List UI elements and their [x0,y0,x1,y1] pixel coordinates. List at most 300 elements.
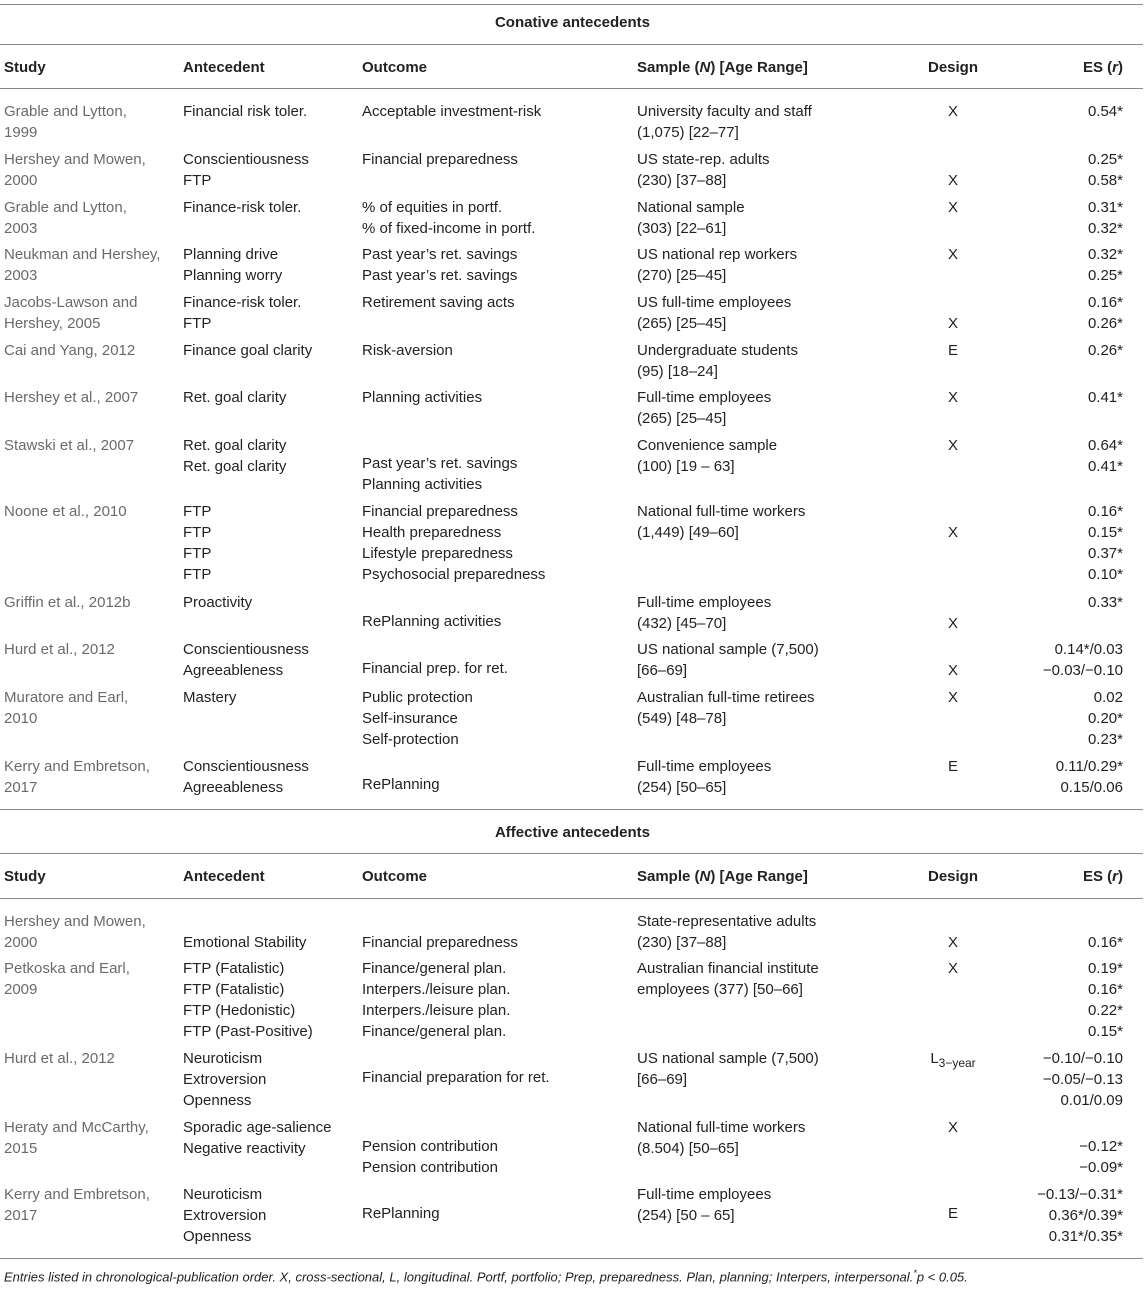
antecedent-line: Conscientiousness [183,151,309,168]
design-line: E [947,1205,958,1222]
antecedent-line: FTP [183,315,212,332]
cell-es [1088,435,1123,477]
sample-line: Full-time employees [637,758,772,775]
es-line: 0.54* [1087,103,1123,120]
antecedent-line: Openness [183,1092,252,1109]
cell-design [900,958,1006,979]
cell-design [900,292,1006,334]
es-line: −0.10/−0.10 [1042,1050,1123,1067]
study-line: 2017 [4,779,38,796]
study-line: Stawski et al., 2007 [4,437,135,454]
cell-study [4,387,138,408]
header-study: Study [4,868,46,885]
cell-design [900,101,1006,122]
design-line: X [947,689,958,706]
antecedent-line: FTP (Fatalistic) [183,981,285,998]
study-line: 2009 [4,981,38,998]
study-line: 2010 [4,710,38,727]
sample-line: (265) [25–45] [637,315,727,332]
cell-sample [637,1184,771,1226]
cell-es [1088,101,1123,122]
cell-outcome [362,101,541,122]
outcome-line: Interpers./leisure plan. [362,1002,511,1019]
outcome-line: Interpers./leisure plan. [362,981,511,998]
cell-design [900,687,1006,708]
es-line: 0.33* [1087,594,1123,611]
design-line [900,592,1006,613]
outcome-line: RePlanning activities [362,613,502,630]
cell-antecedent [183,435,286,477]
cell-es [1037,1184,1123,1247]
cell-es [1088,244,1123,286]
cell-antecedent [183,1184,266,1247]
sample-line: State-representative adults [637,913,817,930]
cell-es [1088,911,1123,953]
header-outcome: Outcome [362,59,428,76]
sample-line: (1,075) [22–77] [637,124,739,141]
header-rule [0,88,1143,89]
sample-line: US national sample (7,500) [637,1050,819,1067]
sample-line: Full-time employees [637,1186,772,1203]
es-line: 0.37* [1087,545,1123,562]
es-line: 0.16* [1087,934,1123,951]
sample-line: US national sample (7,500) [637,641,819,658]
study-line: 2003 [4,267,38,284]
cell-study [4,1184,150,1226]
design-line: X [947,389,958,406]
es-line: 0.16* [1087,503,1123,520]
study-line: Jacobs-Lawson and [4,294,138,311]
footnote-significance: p < 0.05. [916,1269,968,1285]
es-line: 0.10* [1087,566,1123,583]
antecedent-line: Finance-risk toler. [183,199,302,216]
design-line: X [947,524,958,541]
bottom-rule [0,1258,1143,1259]
antecedent-line: Financial risk toler. [183,103,308,120]
antecedent-line: FTP [183,503,212,520]
outcome-line: Pension contribution [362,1138,498,1155]
sample-line: Undergraduate students [637,342,798,359]
cell-sample [637,592,771,634]
design-line: X [947,662,958,679]
antecedent-line: Emotional Stability [183,934,307,951]
cell-antecedent [183,197,301,218]
header-design: Design [927,868,978,885]
cell-sample [637,687,815,729]
cell-es [1088,687,1123,750]
outcome-line: Financial preparation for ret. [362,1069,550,1086]
study-line: Griffin et al., 2012b [4,594,131,611]
outcome-line: Past year’s ret. savings [362,267,518,284]
cell-sample [637,1117,805,1159]
es-line: −0.03/−0.10 [1042,662,1123,679]
cell-antecedent [183,387,286,408]
study-line: Hurd et al., 2012 [4,1050,115,1067]
cell-antecedent [183,244,282,286]
outcome-line: Financial preparedness [362,503,518,520]
antecedent-line: FTP [183,172,212,189]
outcome-line: RePlanning [362,1205,440,1222]
antecedent-line: Openness [183,1228,252,1245]
antecedent-line: Conscientiousness [183,758,309,775]
cell-study [4,292,137,334]
cell-sample [637,149,770,191]
outcome-line: Psychosocial preparedness [362,566,546,583]
cell-es [1088,197,1123,239]
cell-design [900,911,1006,953]
cell-antecedent [183,292,301,334]
cell-design [900,387,1006,408]
sample-line: (265) [25–45] [637,410,727,427]
es-line: 0.64* [1087,437,1123,454]
antecedent-line [183,911,306,932]
header-design: Design [927,59,978,76]
sample-line: Australian full-time retirees [637,689,815,706]
outcome-line: Risk-aversion [362,342,453,359]
es-line: 0.26* [1087,315,1123,332]
cell-antecedent [183,1048,266,1111]
cell-design [900,435,1006,456]
antecedent-line: Sporadic age-salience [183,1119,332,1136]
outcome-line: Past year’s ret. savings [362,246,518,263]
section-end-rule [0,809,1143,810]
design-line: X [947,437,958,454]
outcome-line: Acceptable investment-risk [362,103,542,120]
sample-line: (254) [50–65] [637,779,727,796]
study-line: 2017 [4,1207,38,1224]
sample-line: (549) [48–78] [637,710,727,727]
outcome-line: Health preparedness [362,524,502,541]
cell-study [4,435,134,456]
es-line: 0.58* [1087,172,1123,189]
cell-outcome [362,687,473,750]
es-line: 0.15* [1087,524,1123,541]
outcome-line: Retirement saving acts [362,294,515,311]
sample-line: US state-rep. adults [637,151,770,168]
study-line: Hershey and Mowen, [4,913,146,930]
antecedent-line: FTP (Fatalistic) [183,960,285,977]
cell-study [4,911,146,953]
cell-sample [637,292,791,334]
es-line: −0.13/−0.31* [1037,1186,1123,1203]
study-line: Hershey et al., 2007 [4,389,139,406]
cell-study [4,592,130,613]
sample-line: (303) [22–61] [637,220,727,237]
sample-line: (270) [25–45] [637,267,727,284]
es-line: 0.16* [1087,294,1123,311]
sample-line: Australian financial institute [637,960,819,977]
sample-line: employees (377) [50–66] [637,981,803,998]
header-sample: Sample (N) [Age Range] [637,868,808,885]
cell-antecedent [183,101,307,122]
header-antecedent: Antecedent [183,868,265,885]
antecedent-line: Neuroticism [183,1050,263,1067]
cell-study [4,756,150,798]
study-line: 2015 [4,1140,38,1157]
cell-study [4,687,128,729]
es-line: 0.31*/0.35* [1048,1228,1123,1245]
sample-line: (432) [45–70] [637,615,727,632]
antecedent-line: Extroversion [183,1071,267,1088]
study-line: 2003 [4,220,38,237]
antecedent-line: Negative reactivity [183,1140,306,1157]
study-line: Grable and Lytton, [4,103,127,120]
cell-antecedent [183,149,309,191]
header-rule [0,898,1143,899]
design-line: X [947,615,958,632]
sample-line: (230) [37–88] [637,934,727,951]
cell-es [1088,387,1123,408]
outcome-line: Finance/general plan. [362,1023,507,1040]
antecedent-line: FTP [183,545,212,562]
design-line [900,911,1006,932]
antecedent-line: Ret. goal clarity [183,437,287,454]
cell-sample [637,501,805,543]
cell-sample [637,387,771,429]
sample-line: (230) [37–88] [637,172,727,189]
sample-line: University faculty and staff [637,103,812,120]
top-rule [0,4,1143,5]
cell-es [1043,1048,1123,1111]
cell-antecedent [183,501,211,585]
cell-outcome [362,340,453,361]
cell-outcome [362,292,515,313]
es-line: 0.32* [1087,220,1123,237]
cell-sample [637,639,819,681]
outcome-line: Finance/general plan. [362,960,507,977]
cell-study [4,101,127,143]
sample-line: Full-time employees [637,594,772,611]
outcome-line: Financial preparedness [362,151,518,168]
outcome-line: Financial prep. for ret. [362,660,508,677]
cell-outcome [362,197,535,239]
cell-outcome [362,501,545,585]
es-line: 0.25* [1087,151,1123,168]
es-line: 0.23* [1087,731,1123,748]
design-line [900,639,1006,660]
cell-antecedent [183,639,309,681]
sample-line: National full-time workers [637,503,806,520]
cell-sample [637,1048,819,1090]
es-line: 0.11/0.29* [1055,758,1123,775]
study-line: Hershey, 2005 [4,315,101,332]
antecedent-line: Ret. goal clarity [183,389,287,406]
study-line: Hurd et al., 2012 [4,641,115,658]
sample-line: (254) [50 – 65] [637,1207,735,1224]
cell-sample [637,958,819,1000]
es-line [1088,911,1123,932]
antecedent-line: FTP [183,566,212,583]
cell-sample [637,911,816,953]
es-line: 0.14*/0.03 [1054,641,1123,658]
es-line: 0.25* [1087,267,1123,284]
cell-antecedent [183,340,312,361]
sample-line: [66–69] [637,662,688,679]
outcome-line: % of fixed-income in portf. [362,220,536,237]
cell-design [900,501,1006,543]
cell-sample [637,101,812,143]
design-line [900,292,1006,313]
antecedent-line: Finance goal clarity [183,342,313,359]
cell-study [4,340,135,361]
cell-outcome [362,149,518,170]
section-title-affective: Affective antecedents [494,824,651,841]
design-line: X [947,172,958,189]
cell-es [1088,592,1123,613]
cell-study [4,958,130,1000]
sample-line: (8.504) [50–65] [637,1140,739,1157]
study-line: Neukman and Hershey, [4,246,161,263]
cell-antecedent [183,911,306,953]
cell-outcome [362,244,517,286]
es-line: 0.31* [1087,199,1123,216]
cell-es [1088,958,1123,1042]
design-line: X [947,934,958,951]
es-line: 0.41* [1087,389,1123,406]
cell-design [900,639,1006,681]
cell-study [4,639,115,660]
design-line: $L_{3-year}$ [930,1050,976,1070]
sample-line: (1,449) [49–60] [637,524,739,541]
es-line: 0.22* [1087,1002,1123,1019]
study-line: Muratore and Earl, [4,689,129,706]
cell-sample [637,435,777,477]
es-line: 0.01/0.09 [1060,1092,1123,1109]
antecedent-line: Extroversion [183,1207,267,1224]
es-line: −0.05/−0.13 [1042,1071,1123,1088]
cell-study [4,197,127,239]
sample-line: (95) [18–24] [637,363,718,380]
cell-es [1088,340,1123,361]
cell-design [900,244,1006,265]
cell-sample [637,244,797,286]
sample-line: Full-time employees [637,389,772,406]
antecedent-line: Planning drive [183,246,279,263]
es-line: 0.20* [1087,710,1123,727]
cell-design [900,149,1006,191]
cell-antecedent [183,958,313,1042]
cell-es [1088,501,1123,585]
cell-antecedent [183,687,236,708]
header-sample: Sample (N) [Age Range] [637,59,808,76]
section-rule [0,853,1143,854]
es-line: 0.32* [1087,246,1123,263]
antecedent-line: Conscientiousness [183,641,309,658]
study-line: Petkoska and Earl, [4,960,130,977]
cell-antecedent [183,1117,331,1159]
es-line: 0.15/0.06 [1060,779,1123,796]
cell-sample [637,756,771,798]
design-line: X [947,199,958,216]
es-line: 0.16* [1087,981,1123,998]
design-line: E [947,342,958,359]
header-es: ES (r) [1082,868,1123,885]
antecedent-line: FTP (Past-Positive) [183,1023,313,1040]
outcome-line [362,911,518,932]
section-title-conative: Conative antecedents [494,14,651,31]
section-rule [0,44,1143,45]
cell-study [4,501,127,522]
sample-line: US national rep workers [637,246,798,263]
study-line: Kerry and Embretson, [4,758,150,775]
cell-design [900,592,1006,634]
outcome-line: Pension contribution [362,1159,498,1176]
study-line: 1999 [4,124,38,141]
cell-outcome [362,387,482,408]
cell-es [1088,149,1123,191]
header-es: ES (r) [1082,59,1123,76]
sample-line: National full-time workers [637,1119,806,1136]
antecedent-line: Planning worry [183,267,283,284]
es-line: 0.19* [1087,960,1123,977]
cell-es [1088,292,1123,334]
outcome-line: Self-insurance [362,710,458,727]
header-outcome: Outcome [362,868,428,885]
footnote-text: Entries listed in chronological-publication order. X, cross-sectional, L, longitudinal. Portf, portfolio; Prep, preparedness. Plan, planning; Interpers, interpersonal. [4,1269,914,1285]
design-line: X [947,315,958,332]
outcome-line: Planning activities [362,389,483,406]
table-footnote: Entries listed in chronological-publication order. X, cross-sectional, L, longitudinal. Portf, portfolio; Prep, preparedness. Plan, planning; Interpers, interpersonal.*p < 0.05. [4,1268,968,1285]
cell-sample [637,340,798,382]
design-line: X [947,1119,958,1136]
sample-line: (100) [19 – 63] [637,458,735,475]
cell-sample [637,197,745,239]
cell-antecedent [183,756,309,798]
sample-line: US full-time employees [637,294,792,311]
antecedent-line: Agreeableness [183,779,284,796]
outcome-line: Planning activities [362,476,483,493]
study-line: Grable and Lytton, [4,199,127,216]
outcome-line: Self-protection [362,731,459,748]
header-antecedent: Antecedent [183,59,265,76]
cell-study [4,244,160,286]
cell-design [900,197,1006,218]
es-line: 0.15* [1087,1023,1123,1040]
outcome-line: Lifestyle preparedness [362,545,513,562]
design-line: X [947,960,958,977]
sample-line: Convenience sample [637,437,778,454]
sample-line: [66–69] [637,1071,688,1088]
study-line: 2000 [4,934,38,951]
cell-study [4,1048,115,1069]
study-line: Cai and Yang, 2012 [4,342,136,359]
antecedent-line: Agreeableness [183,662,284,679]
antecedent-line: Finance-risk toler. [183,294,302,311]
outcome-line: % of equities in portf. [362,199,503,216]
study-line: 2000 [4,172,38,189]
outcome-line: RePlanning [362,776,440,793]
antecedent-line: Neuroticism [183,1186,263,1203]
header-study: Study [4,59,46,76]
design-line [900,149,1006,170]
cell-study [4,1117,149,1159]
cell-design [900,1117,1006,1138]
es-line: 0.36*/0.39* [1048,1207,1123,1224]
cell-outcome [362,958,510,1042]
study-line: Noone et al., 2010 [4,503,127,520]
es-line: 0.26* [1087,342,1123,359]
design-line [900,1184,1006,1205]
outcome-line: Financial preparedness [362,934,518,951]
es-line: 0.02 [1093,689,1123,706]
es-line: −0.09* [1079,1159,1123,1176]
antecedent-line: FTP (Hedonistic) [183,1002,296,1019]
cell-es [1043,639,1123,681]
outcome-line: Past year’s ret. savings [362,455,518,472]
study-line: Hershey and Mowen, [4,151,146,168]
design-line [900,501,1006,522]
antecedent-line: FTP [183,524,212,541]
